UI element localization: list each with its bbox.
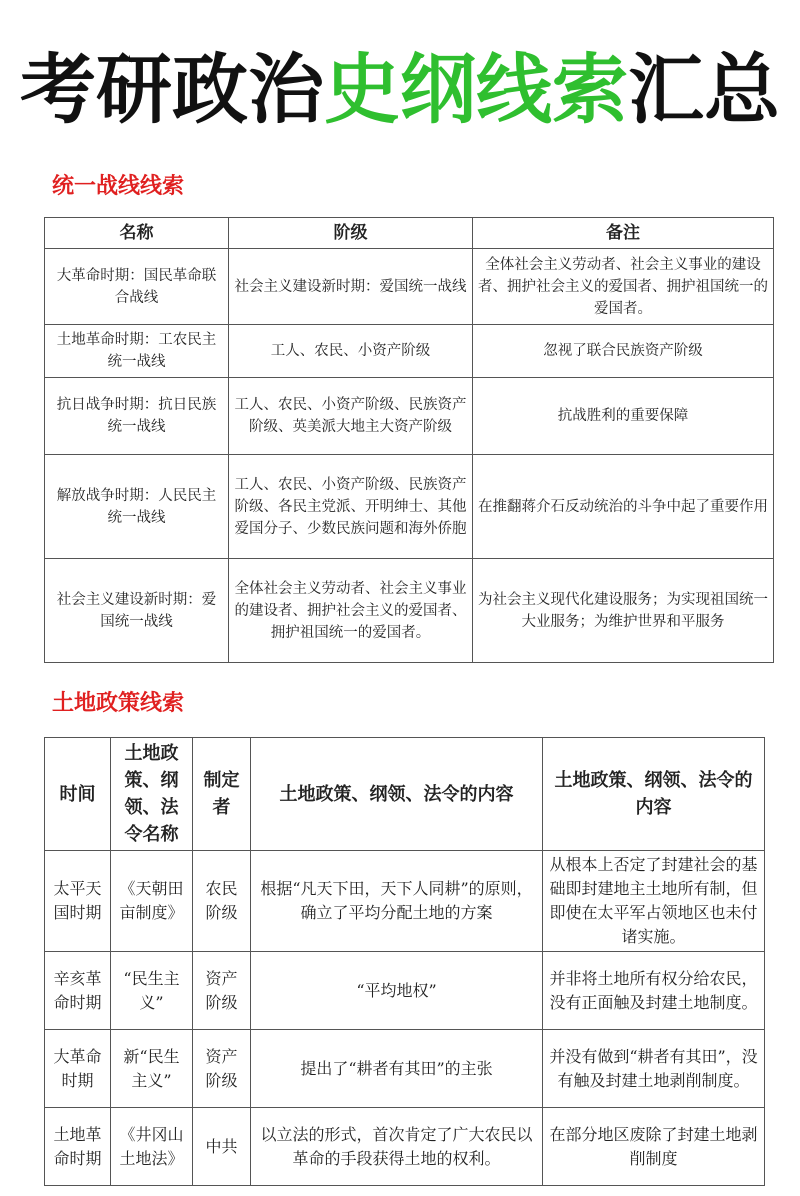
table-header-row [45,738,765,851]
table-row [45,249,774,325]
table-cell: 全体社会主义劳动者、社会主义事业的建设者、拥护社会主义的爱国者、拥护祖国统一的爱国者。 [473,249,774,325]
header-note: 备注 [473,218,774,249]
table-cell: 从根本上否定了封建社会的基础即封建地主土地所有制，但即使在太平军占领地区也未付诸实施。 [543,851,765,952]
table-cell: 中共 [193,1108,251,1186]
table-header-row [45,218,774,249]
land-policy-table [44,737,765,1186]
table-row [45,851,765,952]
header-maker: 制定者 [193,738,251,851]
page-title [0,40,800,140]
header-evaluation: 土地政策、纲领、法令的内容 [543,738,765,851]
table-cell: 资产阶级 [193,1030,251,1108]
header-name: 名称 [45,218,229,249]
table-cell: 根据“凡天下田，天下人同耕”的原则，确立了平均分配土地的方案 [251,851,543,952]
table-cell: 工人、农民、小资产阶级 [229,325,473,378]
table-row [45,1030,765,1108]
table-cell: 以立法的形式，首次肯定了广大农民以革命的手段获得土地的权利。 [251,1108,543,1186]
table-row [45,455,774,559]
table-cell: 在推翻蒋介石反动统治的斗争中起了重要作用 [473,455,774,559]
header-content: 土地政策、纲领、法令的内容 [251,738,543,851]
table-cell: 《井冈山土地法》 [111,1108,193,1186]
table-row [45,378,774,455]
table-cell: 提出了“耕者有其田”的主张 [251,1030,543,1108]
table-row [45,1108,765,1186]
table-cell: 社会主义建设新时期：爱国统一战线 [229,249,473,325]
table-cell: 解放战争时期：人民民主统一战线 [45,455,229,559]
table-cell: 大革命时期：国民革命联合战线 [45,249,229,325]
table-cell: “平均地权” [251,952,543,1030]
table-cell: 并没有做到“耕者有其田”，没有触及封建土地剥削制度。 [543,1030,765,1108]
table-cell: 为社会主义现代化建设服务；为实现祖国统一大业服务；为维护世界和平服务 [473,559,774,663]
table-cell: 抗日战争时期：抗日民族统一战线 [45,378,229,455]
table-cell: 抗战胜利的重要保障 [473,378,774,455]
table-cell: “民生主义” [111,952,193,1030]
table-cell: 忽视了联合民族资产阶级 [473,325,774,378]
table-cell: 土地革命时期 [45,1108,111,1186]
header-policy-name: 土地政策、纲领、法令名称 [111,738,193,851]
table-cell: 全体社会主义劳动者、社会主义事业的建设者、拥护社会主义的爱国者、拥护祖国统一的爱国者。 [229,559,473,663]
table-cell: 在部分地区废除了封建土地剥削制度 [543,1108,765,1186]
title-part-2: 史纲线索 [324,45,628,134]
section-title-united-front: 统一战线线索 [52,174,185,199]
table-cell: 辛亥革命时期 [45,952,111,1030]
table-cell: 新“民生主义” [111,1030,193,1108]
united-front-table [44,217,774,663]
title-part-1: 考研政治 [20,45,324,134]
table-row [45,325,774,378]
table-cell: 社会主义建设新时期：爱国统一战线 [45,559,229,663]
title-part-3: 汇总 [628,45,780,134]
table-cell: 并非将土地所有权分给农民，没有正面触及封建土地制度。 [543,952,765,1030]
table-cell: 大革命时期 [45,1030,111,1108]
table-cell: 《天朝田亩制度》 [111,851,193,952]
header-class: 阶级 [229,218,473,249]
table-cell: 农民阶级 [193,851,251,952]
table-row [45,559,774,663]
table-cell: 土地革命时期：工农民主统一战线 [45,325,229,378]
table-cell: 资产阶级 [193,952,251,1030]
table-cell: 工人、农民、小资产阶级、民族资产阶级、英美派大地主大资产阶级 [229,378,473,455]
section-title-land-policy: 土地政策线索 [52,691,185,716]
header-period: 时间 [45,738,111,851]
table-cell: 太平天国时期 [45,851,111,952]
table-cell: 工人、农民、小资产阶级、民族资产阶级、各民主党派、开明绅士、其他爱国分子、少数民族问题和海外侨胞 [229,455,473,559]
table-row [45,952,765,1030]
